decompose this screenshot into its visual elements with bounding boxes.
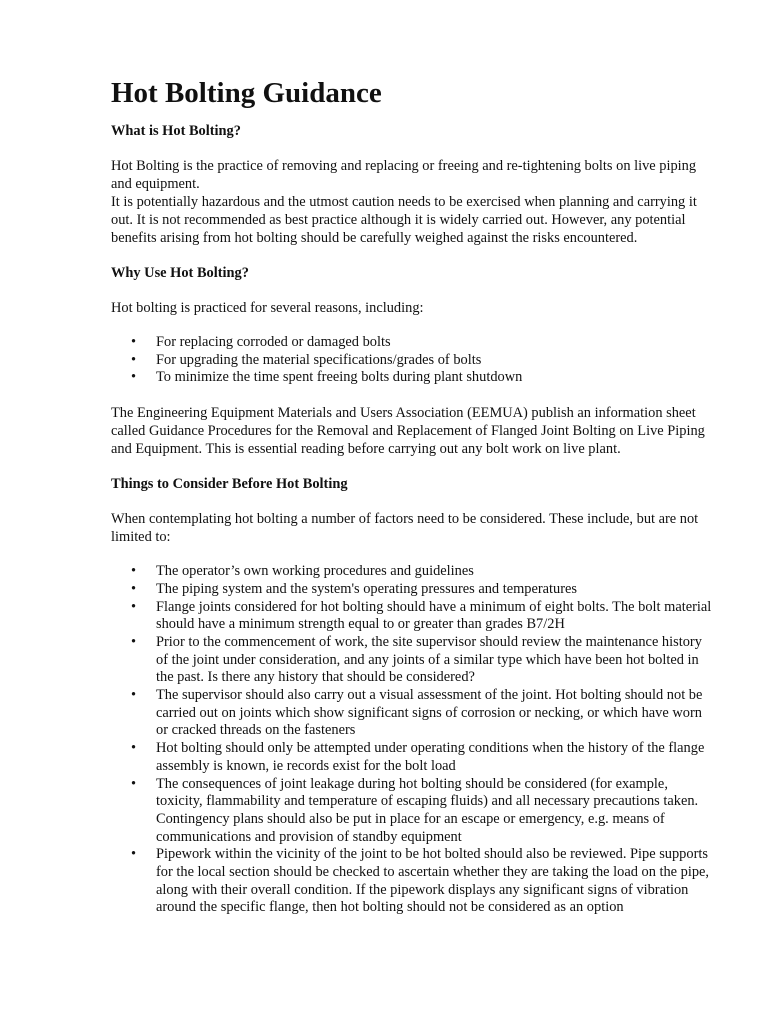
paragraph-what-line2: It is potentially hazardous and the utmost caution needs to be exercised when planning and carrying it out. It is not recommended as best practice although it is widely carried out. However, any potential benefits arising from hot bolting should be carefully weighed against the risks encountered.	[111, 194, 697, 246]
bullet-glyph: •	[131, 687, 137, 704]
list-item-text: For upgrading the material specifications/grades of bolts	[156, 351, 482, 368]
list-item	[111, 352, 717, 370]
list-item	[111, 740, 717, 775]
list-item-text: Flange joints considered for hot bolting should have a minimum of eight bolts. The bolt material should have a minimum strength equal to or greater than grades B7/2H	[156, 598, 712, 633]
list-item	[111, 599, 717, 634]
list-item	[111, 634, 717, 687]
list-item-text: The operator’s own working procedures and guidelines	[156, 563, 474, 580]
list-item-text: The piping system and the system's operating pressures and temperatures	[156, 580, 578, 597]
list-item-text: The consequences of joint leakage during hot bolting should be considered (for example, toxicity, flammability and temperature of escaping fluids) and all necessary precautions taken. Contingency plans should also be put in place for an escape or emergency, e.g. means of communications and provision of standby equipment	[156, 775, 699, 845]
list-item	[111, 334, 717, 352]
paragraph-eemua: The Engineering Equipment Materials and Users Association (EEMUA) publish an information sheet called Guidance Procedures for the Removal and Replacement of Flanged Joint Bolting on Live Piping and Equipment. This is essential reading before carrying out any bolt work on live plant.	[111, 405, 705, 458]
bullet-glyph: •	[131, 775, 137, 792]
list-item-text: To minimize the time spent freeing bolts during plant shutdown	[156, 369, 523, 386]
paragraph-what-line1: Hot Bolting is the practice of removing and replacing or freeing and re-tightening bolts on live piping and equipment.	[111, 158, 697, 192]
list-item	[111, 776, 717, 847]
paragraph-consider-intro: When contemplating hot bolting a number of factors need to be considered. These include, but are not limited to:	[111, 511, 699, 546]
heading-what-is-hot-bolting: What is Hot Bolting?	[111, 123, 241, 139]
list-item	[111, 563, 717, 581]
list-item-text: For replacing corroded or damaged bolts	[156, 334, 391, 350]
list-item	[111, 581, 717, 599]
list-item-text: The supervisor should also carry out a visual assessment of the joint. Hot bolting should not be carried out on joints which show significant signs of corrosion or necking, or which have worn or cracked threads on the fasteners	[156, 687, 703, 739]
list-item	[111, 846, 717, 917]
paragraph-why-intro: Hot bolting is practiced for several reasons, including:	[111, 300, 424, 316]
heading-things-to-consider: Things to Consider Before Hot Bolting	[111, 476, 348, 493]
bullet-glyph: •	[131, 598, 137, 615]
paragraph-what	[111, 157, 717, 247]
heading-why-use-hot-bolting: Why Use Hot Bolting?	[111, 265, 249, 281]
bullet-glyph: •	[131, 334, 137, 350]
bullet-glyph: •	[131, 740, 137, 757]
list-item-text: Pipework within the vicinity of the joint to be hot bolted should also be reviewed. Pipe supports for the local section should be checked to ascertain whether they are taking the load on the pipe, along with their overall condition. If the pipework displays any significant signs of vibration around the specific flange, then hot bolting should not be considered as an option	[156, 846, 710, 916]
bullet-glyph: •	[131, 563, 137, 580]
list-item	[111, 687, 717, 740]
bullet-glyph: •	[131, 369, 137, 386]
list-item	[111, 369, 717, 387]
document-page	[111, 76, 717, 934]
bullet-glyph: •	[131, 633, 137, 650]
list-reasons	[111, 334, 717, 387]
list-item-text: Hot bolting should only be attempted under operating conditions when the history of the flange assembly is known, ie records exist for the bolt load	[156, 740, 705, 774]
bullet-glyph: •	[131, 846, 137, 863]
bullet-glyph: •	[131, 351, 137, 368]
document-title: Hot Bolting Guidance	[111, 77, 382, 109]
list-item-text: Prior to the commencement of work, the site supervisor should review the maintenance history of the joint under consideration, and any joints of a similar type which have been hot bolted in the past. Is there any history that should be considered?	[156, 633, 702, 686]
list-considerations	[111, 563, 717, 917]
bullet-glyph: •	[131, 580, 137, 597]
